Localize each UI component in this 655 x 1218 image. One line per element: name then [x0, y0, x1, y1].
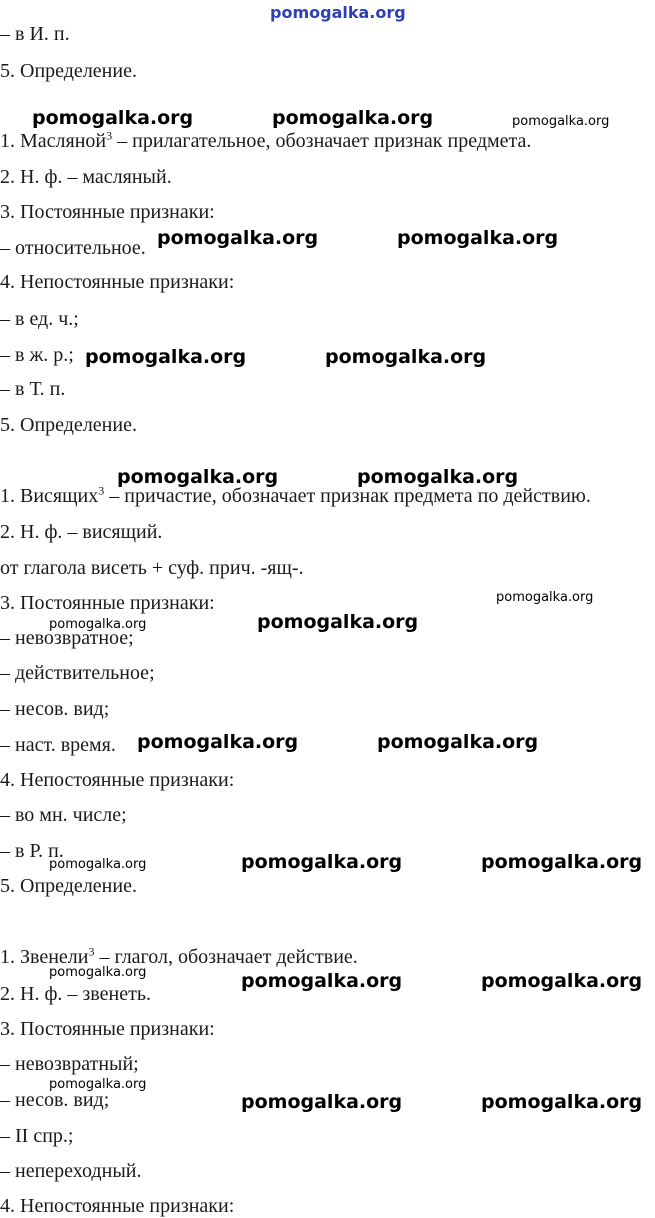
text-line: 5. Определение.	[0, 875, 137, 897]
text-line: 2. Н. ф. – висящий.	[0, 521, 163, 543]
watermark: pomogalka.org	[481, 1091, 643, 1113]
text-line: 5. Определение.	[0, 60, 137, 82]
watermark: pomogalka.org	[241, 1091, 403, 1113]
text-line: – в Р. п.	[0, 840, 64, 862]
watermark: pomogalka.org	[49, 857, 147, 872]
watermark: pomogalka.org	[241, 970, 403, 992]
watermark: pomogalka.org	[512, 114, 610, 129]
text-line: 2. Н. ф. – масляный.	[0, 166, 172, 188]
text-line: 4. Непостоянные признаки:	[0, 769, 235, 791]
text-line: – II спр.;	[0, 1125, 74, 1147]
watermark: pomogalka.org	[49, 1077, 147, 1092]
footnote-mark: 3	[106, 128, 113, 143]
text-line: 3. Постоянные признаки:	[0, 1018, 215, 1040]
definition-text: – прилагательное, обозначает признак предмета.	[112, 130, 532, 152]
watermark: pomogalka.org	[85, 346, 247, 368]
text-line: 2. Н. ф. – звенеть.	[0, 983, 151, 1005]
word-text: 1. Масляной	[0, 130, 107, 152]
watermark: pomogalka.org	[257, 611, 419, 633]
footnote-mark: 3	[88, 944, 95, 959]
watermark: pomogalka.org	[496, 590, 594, 605]
text-line: 4. Непостоянные признаки:	[0, 271, 235, 293]
watermark: pomogalka.org	[325, 346, 487, 368]
text-line: – наст. время.	[0, 734, 116, 756]
text-line: – невозвратный;	[0, 1053, 139, 1075]
watermark: pomogalka.org	[272, 107, 434, 129]
text-line: 4. Непостоянные признаки:	[0, 1195, 235, 1217]
text-line: – во мн. числе;	[0, 804, 127, 826]
text-line: 3. Постоянные признаки:	[0, 201, 215, 223]
text-line: – в ж. р.;	[0, 344, 74, 366]
watermark: pomogalka.org	[49, 965, 147, 980]
text-line	[0, 129, 531, 153]
text-line: – в ед. ч.;	[0, 308, 79, 330]
footnote-mark: 3	[98, 483, 105, 498]
text-line: – непереходный.	[0, 1160, 142, 1182]
text-line: 5. Определение.	[0, 414, 137, 436]
watermark: pomogalka.org	[32, 107, 194, 129]
text-line: – в Т. п.	[0, 378, 66, 400]
text-line: от глагола висеть + суф. прич. -ящ-.	[0, 557, 304, 579]
watermark: pomogalka.org	[481, 970, 643, 992]
text-line: – невозвратное;	[0, 627, 134, 649]
text-line: – несов. вид;	[0, 1089, 110, 1111]
text-line: – относительное.	[0, 237, 146, 259]
watermark: pomogalka.org	[397, 227, 559, 249]
text-line: 3. Постоянные признаки:	[0, 592, 215, 614]
definition-text: – глагол, обозначает действие.	[94, 946, 358, 968]
watermark: pomogalka.org	[49, 617, 147, 632]
watermark: pomogalka.org	[117, 466, 279, 488]
text-line: – несов. вид;	[0, 698, 110, 720]
watermark: pomogalka.org	[270, 3, 406, 22]
definition-text: – причастие, обозначает признак предмета по действию.	[104, 485, 591, 507]
text-line: – в И. п.	[0, 23, 70, 45]
watermark: pomogalka.org	[377, 731, 539, 753]
text-line: – действительное;	[0, 662, 155, 684]
watermark: pomogalka.org	[157, 227, 319, 249]
watermark: pomogalka.org	[481, 851, 643, 873]
watermark: pomogalka.org	[241, 851, 403, 873]
word-text: 1. Висящих	[0, 485, 99, 507]
word-text: 1. Звенели	[0, 946, 89, 968]
watermark: pomogalka.org	[137, 731, 299, 753]
watermark: pomogalka.org	[357, 466, 519, 488]
